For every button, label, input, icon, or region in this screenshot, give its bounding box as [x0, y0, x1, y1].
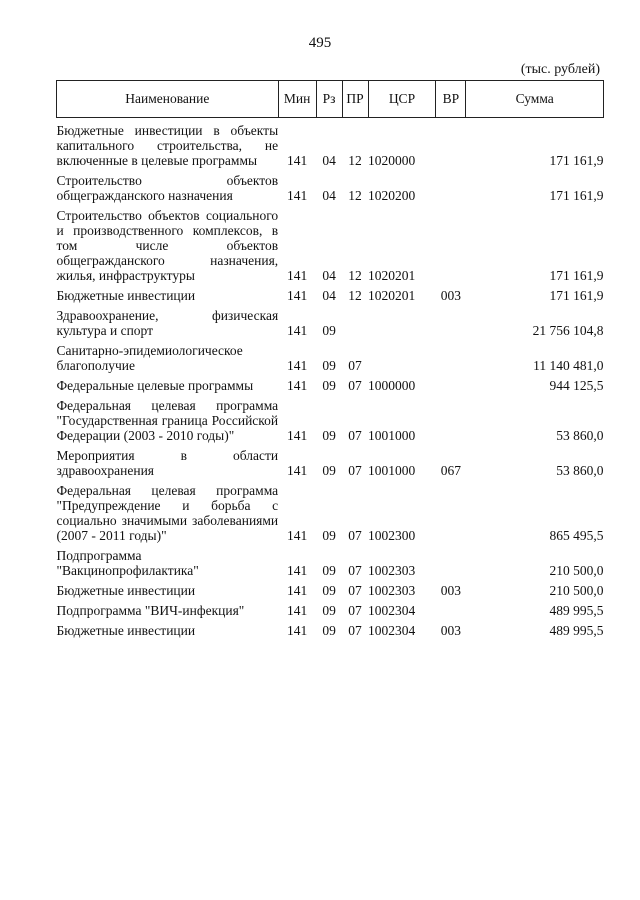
cell-sum: 489 995,5: [549, 603, 604, 618]
cell-min: 141: [287, 583, 308, 598]
cell-pr: 12: [348, 268, 362, 283]
cell-vr: [436, 373, 466, 393]
cell-min: 141: [287, 188, 308, 203]
cell-pr: 07: [348, 463, 362, 478]
cell-rz: 04: [322, 268, 336, 283]
table-row: [57, 373, 604, 393]
cell-rz: 09: [322, 463, 336, 478]
cell-pr: 07: [348, 528, 362, 543]
cell-rz: 09: [322, 323, 336, 338]
cell-sum: 171 161,9: [549, 153, 604, 168]
cell-name: Здравоохранение, физическая культура и спорт: [56, 308, 279, 338]
cell-rz: 04: [322, 288, 336, 303]
cell-vr: 067: [440, 463, 461, 478]
cell-min: 141: [287, 288, 308, 303]
cell-pr: 07: [348, 378, 362, 393]
table-row: [57, 303, 604, 338]
cell-csr: 1020201: [368, 268, 416, 283]
table-header: [57, 81, 604, 118]
cell-pr: 07: [348, 358, 362, 373]
cell-pr: 07: [348, 623, 362, 638]
cell-pr: 07: [348, 428, 362, 443]
cell-name: Федеральные целевые программы: [56, 378, 254, 393]
cell-min: 141: [287, 463, 308, 478]
cell-name: Подпрограмма "Вакцинопрофилактика": [56, 548, 199, 578]
cell-sum: 171 161,9: [549, 268, 604, 283]
header-min: Мин: [278, 81, 316, 118]
table-row: [57, 543, 604, 578]
cell-min: 141: [287, 428, 308, 443]
cell-name: Строительство объектов социального и производственного комплексов, в том числе объектов общегражданского назначения, жилья, инфраструктуры: [56, 208, 279, 283]
cell-min: 141: [287, 623, 308, 638]
cell-csr: 1000000: [368, 378, 416, 393]
cell-csr: 1002303: [368, 563, 416, 578]
cell-min: 141: [287, 268, 308, 283]
cell-csr: [368, 303, 436, 338]
cell-rz: 04: [322, 153, 336, 168]
budget-table: [56, 80, 604, 638]
cell-sum: 171 161,9: [549, 188, 604, 203]
cell-min: 141: [287, 378, 308, 393]
page-number: 495: [308, 35, 332, 51]
table-row: [57, 393, 604, 443]
cell-csr: [368, 338, 436, 373]
table-row: [57, 478, 604, 543]
cell-rz: 09: [322, 603, 336, 618]
table-row: [57, 283, 604, 303]
units-note: (тыс. рублей): [520, 62, 600, 77]
table-row: [57, 118, 604, 169]
header-pr: ПР: [342, 81, 368, 118]
cell-rz: 09: [322, 623, 336, 638]
table-body: [57, 118, 604, 639]
header-csr: ЦСР: [368, 81, 436, 118]
cell-vr: [436, 168, 466, 203]
header-sum: Сумма: [466, 81, 604, 118]
cell-csr: 1002304: [368, 603, 416, 618]
cell-rz: 09: [322, 583, 336, 598]
header-name: Наименование: [57, 81, 279, 118]
cell-vr: [436, 543, 466, 578]
cell-vr: [436, 478, 466, 543]
cell-csr: 1020200: [368, 188, 416, 203]
cell-rz: 09: [322, 358, 336, 373]
cell-rz: 04: [322, 188, 336, 203]
cell-vr: 003: [440, 623, 461, 638]
cell-sum: 210 500,0: [549, 583, 604, 598]
cell-vr: [436, 338, 466, 373]
cell-name: Бюджетные инвестиции: [56, 583, 196, 598]
cell-csr: 1001000: [368, 428, 416, 443]
cell-sum: 210 500,0: [549, 563, 604, 578]
header-vr: ВР: [436, 81, 466, 118]
cell-name: Бюджетные инвестиции: [56, 623, 196, 638]
cell-name: Бюджетные инвестиции: [56, 288, 196, 303]
cell-csr: 1001000: [368, 463, 416, 478]
cell-pr: 12: [348, 153, 362, 168]
cell-sum: 11 140 481,0: [533, 358, 604, 373]
cell-pr: 12: [348, 188, 362, 203]
cell-pr: 07: [348, 563, 362, 578]
cell-csr: 1020201: [368, 288, 416, 303]
table-row: [57, 578, 604, 598]
cell-vr: 003: [440, 583, 461, 598]
cell-sum: 53 860,0: [556, 428, 604, 443]
cell-vr: [436, 393, 466, 443]
table-row: [57, 598, 604, 618]
table-row: [57, 338, 604, 373]
cell-pr: 12: [348, 288, 362, 303]
header-rz: Рз: [316, 81, 342, 118]
cell-min: 141: [287, 528, 308, 543]
cell-name: Мероприятия в области здравоохранения: [56, 448, 279, 478]
cell-name: Федеральная целевая программа "Государственная граница Российской Федерации (2003 - 2010 годы)": [56, 398, 279, 443]
cell-rz: 09: [322, 528, 336, 543]
cell-pr: [342, 303, 368, 338]
table-row: [57, 168, 604, 203]
cell-csr: 1002303: [368, 583, 416, 598]
cell-sum: 171 161,9: [549, 288, 604, 303]
cell-pr: 07: [348, 583, 362, 598]
cell-sum: 21 756 104,8: [532, 323, 604, 338]
table-row: [57, 203, 604, 283]
cell-name: Строительство объектов общегражданского назначения: [56, 173, 279, 203]
table-row: [57, 443, 604, 478]
cell-rz: 09: [322, 378, 336, 393]
cell-csr: 1002304: [368, 623, 416, 638]
cell-pr: 07: [348, 603, 362, 618]
cell-name: Подпрограмма "ВИЧ-инфекция": [56, 603, 245, 618]
cell-vr: [436, 598, 466, 618]
cell-rz: 09: [322, 563, 336, 578]
cell-csr: 1020000: [368, 153, 416, 168]
cell-csr: 1002300: [368, 528, 416, 543]
cell-sum: 489 995,5: [549, 623, 604, 638]
cell-name: Федеральная целевая программа "Предупреждение и борьба с социально значимыми заболеваниями (2007 - 2011 годы)": [56, 483, 279, 543]
cell-min: 141: [287, 358, 308, 373]
cell-sum: 53 860,0: [556, 463, 604, 478]
cell-vr: [436, 118, 466, 169]
cell-name: Санитарно-эпидемиологическое благополучие: [56, 343, 243, 373]
cell-vr: 003: [440, 288, 461, 303]
cell-min: 141: [287, 323, 308, 338]
cell-name: Бюджетные инвестиции в объекты капитального строительства, не включенные в целевые программы: [56, 123, 279, 168]
cell-rz: 09: [322, 428, 336, 443]
cell-min: 141: [287, 603, 308, 618]
cell-min: 141: [287, 563, 308, 578]
cell-min: 141: [287, 153, 308, 168]
table-row: [57, 618, 604, 638]
cell-vr: [436, 203, 466, 283]
cell-vr: [436, 303, 466, 338]
cell-sum: 944 125,5: [549, 378, 604, 393]
header-row: [57, 81, 604, 118]
cell-sum: 865 495,5: [549, 528, 604, 543]
